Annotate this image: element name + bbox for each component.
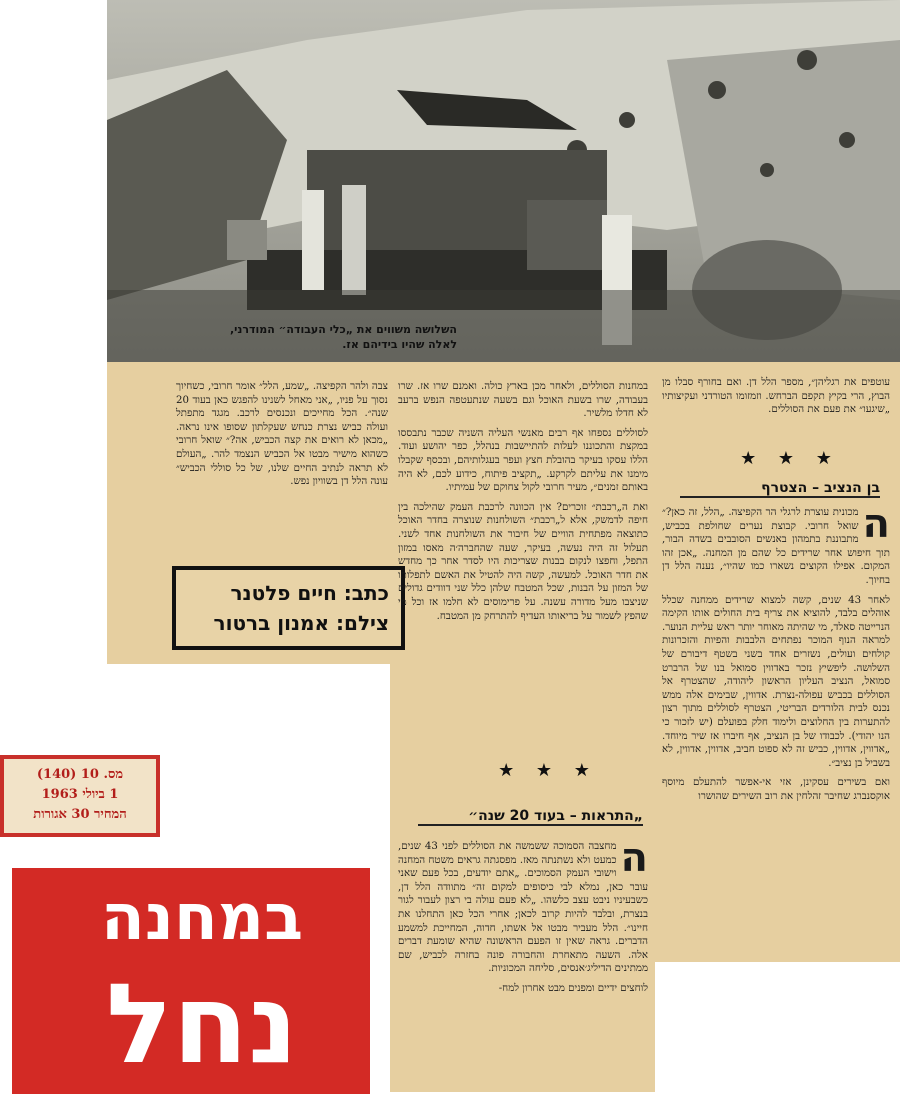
paragraph: לסוללים נספחו אף רבים מאנשי העליה השניה שכבר נתבססו במקצת והתכוננו לעלות להתיישבות בנהלל, כפר יהושע ועוד. הללו עסקו בעיקר בהובלת חצץ ועפר בעגלותיהם, ובכסף שקבלו מימנו את עליתם לקרקע. „תקציב פיתוח, כידוע לכם, לא היה באותם זמנים״, מעיר חרובי לקול צחוקם של עמיתיו. <box>398 427 648 494</box>
article-column-right <box>662 376 890 423</box>
paragraph: לאחר 43 שנים, קשה למצוא שרידים ממחנה שכלל אוהלים בלבד, להוציא את צריף בית החולים אותו הקימה הנרייטה סאלד, מי שהיתה מאוחר יותר ראש עליית הנוער. למראה הנוף המוכר נפתחים הלבבות והפיות והזכרונות קולחים ועולים, נשזרים אחד בשני בשטף דיבורם של השלושה. ליפשיץ נזכר באדווין סמואל בנו של הרברט סמואל, הנציב העליון הראשון ליהודה, שהצטרף אל הסוללים בכביש עפולה-נצרת. אדווין, שבימים אלה ממש נכנס לבית הלורדים הבריטי, הצטרף לסוללים מתוך רצון להתערות בין החלוצים ולימוד חלק בפועלם (יש לזכור כי הנו יהודי). לכבודו של בן הנציב, אף חיברו אז שיר מיוחד. „אדווין, אדווין, כביש זה לא ספוט חביב, אדווין, אדווין, לא בשביל בן נציב״. <box>662 594 890 769</box>
masthead-title-top: במחנה <box>100 881 304 955</box>
paragraph: ואת ה„רכבת״ זוכרים? אין הכוונה לרכבת העמק שהילכה בין חיפה לדמשק, אלא ל„רכבת״ השולחנות שנוצרה בחדר האוכל כתוצאה מפתחית הוויים של חיבור את השולחנות אחד לשני. תעלול זה היה נעשה, בעיקר, שעה שהחברה׳ה מאסו במזון התפל, וחפצו לנקום בבנות שצריכות היו לסדר אחר כך מחדש את חדר האוכל. למעשה, קשה היה להטיל את האשם לתפלותו של המזון על הבנות, שכל המטבח שלהן כלל שני דוודים גדולים שניצבו מעל מדורה עשנה. על פרימוסים לא חלמו אז וכל מי שהפץ לשמור על בריאותו העדיף להתרחק מן המטבח. <box>398 501 648 622</box>
article-column-right-body <box>662 501 890 809</box>
article-column-middle <box>398 380 648 629</box>
credits-box <box>172 566 405 650</box>
section-heading: בן הנציב – הצטרף <box>680 480 880 498</box>
issue-date: 1 ביולי 1963 <box>41 787 119 802</box>
section-stars: ★ ★ ★ <box>498 760 598 781</box>
article-column-middle-bottom <box>398 835 648 1002</box>
photo-illustration <box>107 0 900 362</box>
paragraph: ואם בשירים עסקינן, אזי אי-אפשר להתעלם מיוסף אוקסנברג שחיבר זהלחין את רוב השירים שהושרו <box>662 777 890 802</box>
masthead-logo <box>12 868 370 1094</box>
drop-cap: ה <box>862 501 890 547</box>
drop-cap: ה <box>620 835 648 881</box>
masthead-title-bottom: נחל <box>106 960 298 1088</box>
article-column-left <box>176 380 388 495</box>
bulldozer-photo <box>107 0 900 362</box>
section-heading: „התראות – בעוד 20 שנה״ <box>418 808 643 826</box>
photo-caption: השלושה משווים את „כלי העבודה״ המודרני, לאלה שהיו בידיהם אז. <box>230 323 457 351</box>
issue-number: מס. 10 (140) <box>36 767 124 782</box>
paragraph: מחצבה הסמוכה ששמשה את הסוללים לפני 43 שנים, כמעט ולא נשתנתה מאז. מפסגתה גראים משטח המחנה וישובי העמק הסמוכים. „אתם יודעים, בכל פעם שאני עובר כאן, נמלא לבי כיסופים למקום זה״ מתוודה הלל דן, כשבעיניו ניבט עצב כלשהו. „לא פעם עולה בי רצון לעבור לגור בנצרת, ובלבד להיות קרוב לכאן; אחרי הכל כאן התחלנו את חיינו״. הלל מעביר מבטו אל אשתו, חדוה, המחייכת למשמע הדברים. גראה שאין זו הפעם הראשונה שהיא שומעת דברים אלה. השעה מתאחרת והחבורה פונה בחזרה לכביש, שם ממתינים הדיליג׳אנסים, סליחה המכוניות. <box>398 841 648 975</box>
paragraph: במחנות הסוללים, ולאחר מכן בארץ כולה. ואמנם שרו אז. שרו בעבודה, שרו בשעת האוכל וגם בשעה שנתעטפה הנפש ברעב לא חדלו מלשיר. <box>398 381 648 420</box>
paragraph: צבה ולהר הקפיצה. „שמע, הלל״ אומר חרובי, כשחיוך נסוך על פניו, „אני מאחל לשנינו להפגש כאן בעוד 20 שנה״. הכל מחייכים ונכנסים לרכב. מגגד מתפתל ועולה כביש נצרת כנחש שעקלתון שסופו אינו נראה. „מכאן לא רואים את קצה הכביש, אה?״ שואל חרובי כשהוא מישיר מבטו אל הכביש הנצמד להר. „העולם לא תראה לנתיב החיים שלנו, של כל סוללי הכביש״ עונה הלל דן בשוויון נפש. <box>176 381 388 488</box>
section-stars: ★ ★ ★ <box>740 448 840 469</box>
writer-credit: כתב: חיים פלטנר <box>230 581 389 605</box>
masthead <box>0 840 370 1094</box>
paragraph: מכונית עוצרת לרגלי הר הקפיצה. „הלל, זה כאן?״ שואל חרובי. קבוצת נערים שחולפת בכביש, מתבוננת בתמהון באנשים הסובבים בשדה הבור, תוך חיפוש אחר שרידים כל שהם מן המחנה. „אכן זהו המקום. אפילו הקוצים נשארו כמו שהיו״, נענה הלל דן בחיוך. <box>662 507 890 586</box>
photographer-credit: צילם: אמנון ברטור <box>213 611 389 635</box>
paragraph: עוטפים את רגליהן״, מספר הלל דן. ואם בחורף סבלו מן הבוץ, הרי בקיץ תקפם הברחש. וזמזומו הטורדני ועקיצותיו „שיגעו״ את פעם את הסוללים. <box>662 377 890 416</box>
issue-price: המחיר 30 אגורות <box>33 807 127 822</box>
issue-info-box <box>0 755 160 837</box>
paragraph: לוחצים ידיים ומפנים מבט אחרון למח- <box>498 982 648 994</box>
